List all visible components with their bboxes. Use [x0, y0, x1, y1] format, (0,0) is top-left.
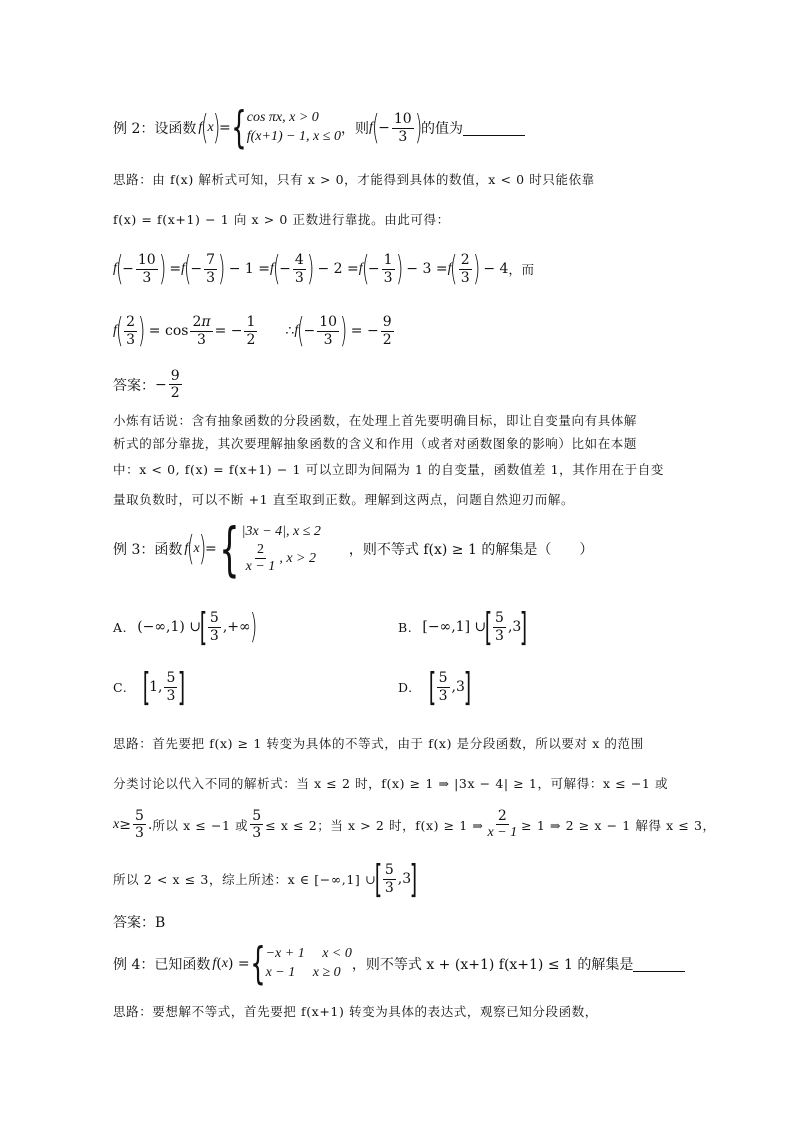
piecewise-cases: −x + 1 x < 0 x − 1 x ≥ 0	[265, 946, 352, 980]
left-brace-icon: {	[219, 515, 240, 583]
example-2-question: 例 2：设函数 f ( x ) = { cos πx, x > 0 f(x+1) − 1, x ≤ 0 ，则 f ( − $\frac{10}{3}$ ) 的值为	[113, 106, 525, 150]
answer-blank[interactable]	[633, 957, 685, 972]
example-3-idea-line3: x ≥ $\frac{5}{3}$ . 所以 x ≤ −1 或 $\frac{5}{3}$ ≤ x ≤ 2；当 x > 2 时，f(x) ≥ 1 ⇒ $\frac{2}{x - 1}$ ≥ 1 ⇒ 2 ≥ x − 1 解得 x ≤ 3，	[113, 808, 716, 842]
piecewise-cases: |3x − 4|, x ≤ 2 $\frac{2}{x - 1}$ , x > 2	[241, 523, 321, 574]
option-c[interactable]: C. [ 1, $\frac{5}{3}$ ]	[113, 665, 186, 709]
note-line-3: 中：x < 0, f(x) = f(x+1) − 1 可以立即为间隔为 1 的自变量，函数值差 1，其作用在于自变	[113, 462, 664, 477]
piecewise-cases: cos πx, x > 0 f(x+1) − 1, x ≤ 0	[246, 110, 341, 144]
example-3-idea-line4: 所以 2 < x ≤ 3，综上所述：x ∈ [−∞,1] ∪ [ $\frac{5}{3}$ ,3 ]	[113, 857, 418, 901]
left-brace-icon: {	[231, 102, 247, 153]
option-a[interactable]: A. (−∞,1) ∪ [ $\frac{5}{3}$ ,+∞ )	[113, 605, 257, 649]
example-2-result: f ( $\frac{2}{3}$ ) = cos $\frac{2\pi}{3}$ = − $\frac{1}{2}$ ∴ f ( − $\frac{10}{3}$ ) = − $\frac{9}{2}$	[113, 311, 392, 351]
example-3-idea-line1: 思路：首先要把 f(x) ≥ 1 转变为具体的不等式，由于 f(x) 是分段函数，所以要对 x 的范围	[113, 736, 644, 751]
example-3-idea-line2: 分类讨论以代入不同的解析式：当 x ≤ 2 时，f(x) ≥ 1 ⇒ |3x − 4| ≥ 1，可解得：x ≤ −1 或	[113, 776, 669, 791]
option-b[interactable]: B. [−∞,1] ∪ [ $\frac{5}{3}$ ,3 ]	[398, 605, 528, 649]
answer-blank[interactable]	[463, 121, 525, 136]
example-3-answer: 答案：B	[113, 915, 166, 931]
note-line-1: 小炼有话说：含有抽象函数的分段函数，在处理上首先要明确目标，即让自变量向有具体解	[113, 413, 638, 428]
example-4-idea: 思路：要想解不等式，首先要把 f(x+1) 转变为具体的表达式，观察已知分段函数，	[113, 1004, 598, 1019]
left-brace-icon: {	[249, 938, 266, 989]
example-2-idea-line1: 思路：由 f(x) 解析式可知，只有 x > 0，才能得到具体的数值，x < 0 时只能依靠	[113, 172, 595, 187]
note-line-4: 量取负数时，可以不断 +1 直至取到正数。理解到这两点，问题自然迎刃而解。	[113, 492, 575, 507]
example-3-question: 例 3：函数 f ( x ) = { |3x − 4|, x ≤ 2 $\frac{2}{x - 1}$ , x > 2 ，则不等式 f(x) ≥ 1 的解集是（ ）	[113, 515, 594, 583]
example-4-question: 例 4：已知函数 f ( x ) = { −x + 1 x < 0 x − 1 x ≥ 0 ，则不等式 x + (x+1) f(x+1) ≤ 1 的解集是	[113, 942, 685, 986]
example-2-chain: f ( − $\frac{10}{3}$ ) = f ( − $\frac{7}{3}$ ) − 1 = f ( − $\frac{4}{3}$ ) − 2 = f ( − $\frac{1}{3}$ ) − 3 = f ( $\frac{2}{3}$ ) − 4 ，而	[113, 249, 535, 289]
option-d[interactable]: D. [ $\frac{5}{3}$ ,3 ]	[398, 665, 471, 709]
example-2-intro: 例 2：设函数	[113, 121, 197, 137]
example-2-answer: 答案： − $\frac{9}{2}$	[113, 368, 180, 402]
example-2-idea-line2: f(x) = f(x+1) − 1 向 x > 0 正数进行靠拢。由此可得：	[113, 212, 450, 227]
note-line-2: 析式的部分靠拢，其次要理解抽象函数的含义和作用（或者对函数图象的影响）比如在本题	[113, 436, 638, 451]
